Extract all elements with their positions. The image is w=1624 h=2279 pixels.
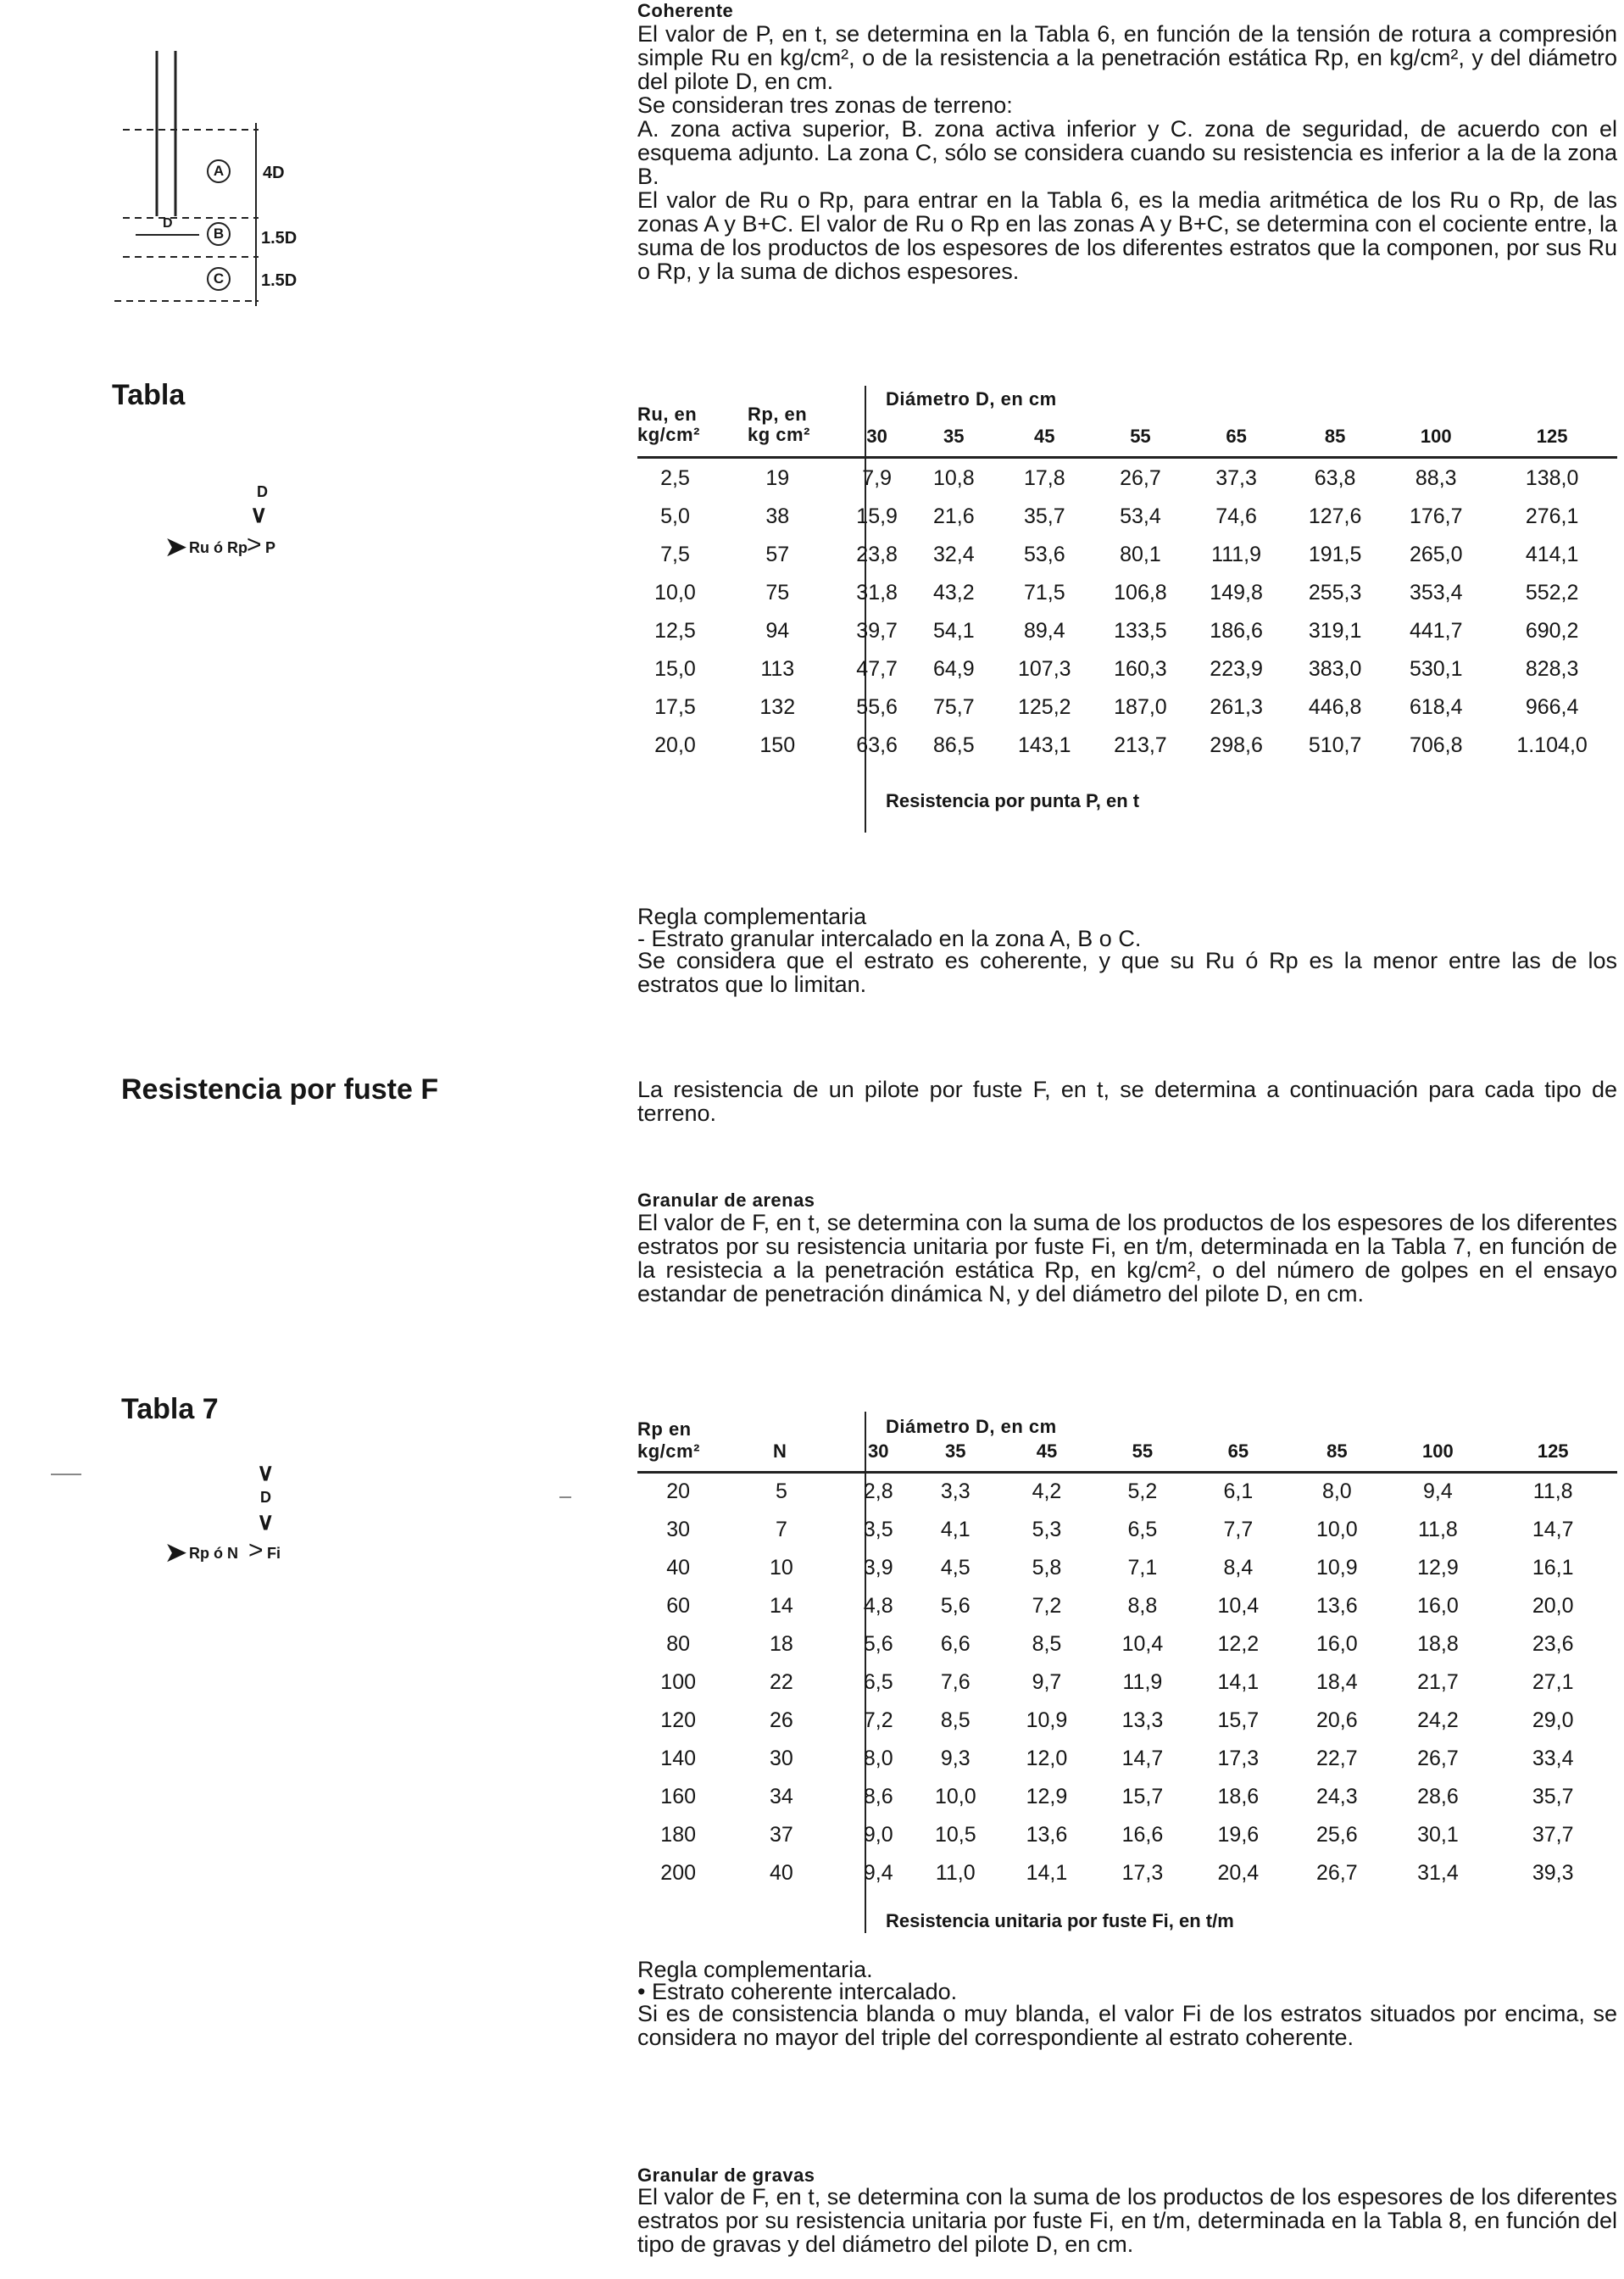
table-cell: 31,4 — [1417, 1861, 1459, 1885]
table-cell: 319,1 — [1308, 619, 1362, 643]
table-cell: 446,8 — [1308, 695, 1362, 719]
table-cell: 37,7 — [1532, 1823, 1574, 1847]
tabla7-group-header: Diámetro D, en cm — [886, 1416, 1057, 1437]
greater-than-icon: > — [247, 531, 262, 559]
table-cell: 265,0 — [1409, 543, 1463, 566]
table-cell: 26,7 — [1417, 1747, 1459, 1770]
table-cell: 7,9 — [862, 466, 893, 490]
table-cell: 57 — [765, 543, 790, 566]
arrow-down-icon: ∨ — [250, 501, 268, 527]
tabla7-flow-diagram — [165, 1458, 318, 1585]
table-cell: 143,1 — [1018, 733, 1071, 757]
tabla6-col2-header-2: kg cm² — [748, 424, 810, 445]
table-cell: 15,0 — [654, 657, 696, 681]
table-cell: 21,6 — [932, 504, 975, 528]
arenas-text: El valor de F, en t, se determina con la suma de los productos de los espesores de los diferentes estratos por su resistencia unitaria por fuste Fi, en t/m, determinada en la Tabla 7, en función de la resistecia a la penetración estática Rp, en kg/cm², o del número de golpes en el ensayo estandar de penetración dinámica N, y del diámetro del pilote D, en cm. — [637, 1210, 1617, 1307]
table-cell: 107,3 — [1018, 657, 1071, 681]
tabla7-row — [637, 1587, 1617, 1625]
margin-dash — [559, 1496, 571, 1498]
table-cell: 11,0 — [935, 1861, 976, 1885]
table-cell: 9,0 — [863, 1823, 893, 1847]
tabla7-row — [637, 1473, 1617, 1511]
table-cell: 4,1 — [940, 1518, 971, 1541]
table-cell: 23,8 — [856, 543, 898, 566]
table-cell: 8,6 — [863, 1785, 893, 1808]
table-cell: 6,5 — [863, 1670, 893, 1694]
table-cell: 111,9 — [1211, 543, 1261, 566]
table-cell: 160,3 — [1114, 657, 1167, 681]
table-cell: 8,8 — [1127, 1594, 1158, 1618]
table-cell: 13,6 — [1315, 1594, 1358, 1618]
table-cell: 690,2 — [1525, 619, 1579, 643]
arrow-down-icon: ∨ — [257, 1508, 275, 1535]
table-cell: 6,6 — [940, 1632, 971, 1656]
table-cell: 7,5 — [660, 543, 690, 566]
table-cell: 186,6 — [1210, 619, 1263, 643]
table-cell: 94 — [765, 619, 790, 643]
table-cell: 39,7 — [856, 619, 898, 643]
table-cell: 132 — [759, 695, 796, 719]
table-cell: 223,9 — [1210, 657, 1263, 681]
tabla6-caption: Resistencia por punta P, en t — [886, 790, 1140, 811]
table-cell: 9,7 — [1032, 1670, 1062, 1694]
flow-output-label: P — [265, 539, 276, 556]
tabla7-caption: Resistencia unitaria por fuste Fi, en t/m — [886, 1910, 1234, 1931]
table-cell: 187,0 — [1114, 695, 1167, 719]
table-cell: 17,5 — [654, 695, 696, 719]
table-cell: 17,3 — [1217, 1747, 1260, 1770]
table-cell: 441,7 — [1409, 619, 1463, 643]
table-cell: 15,9 — [856, 504, 898, 528]
table-cell: 9,3 — [940, 1747, 971, 1770]
table-cell: 176,7 — [1409, 504, 1463, 528]
table-cell: 9,4 — [1423, 1479, 1453, 1503]
flow-d-label: D — [257, 483, 268, 500]
table-cell: 15,7 — [1217, 1708, 1260, 1732]
tabla7-diameter-100: 100 — [1422, 1440, 1454, 1462]
table-cell: 414,1 — [1525, 543, 1579, 566]
table-cell: 20,6 — [1315, 1708, 1358, 1732]
table-cell: 353,4 — [1409, 581, 1463, 605]
tabla6-row — [637, 460, 1617, 498]
tabla6-row — [637, 574, 1617, 612]
table-cell: 4,5 — [940, 1556, 971, 1580]
table-cell: 54,1 — [932, 619, 975, 643]
tabla6-diameter-30: 30 — [866, 426, 887, 447]
table-cell: 14,7 — [1121, 1747, 1164, 1770]
table-cell: 74,6 — [1215, 504, 1257, 528]
table-cell: 26,7 — [1120, 466, 1161, 490]
table-cell: 16,0 — [1417, 1594, 1459, 1618]
tabla7-diameter-row — [637, 1439, 1617, 1464]
table-cell: 5,0 — [660, 504, 690, 528]
table-cell: 113 — [760, 657, 795, 681]
table-cell: 26,7 — [1315, 1861, 1358, 1885]
table-cell: 16,1 — [1532, 1556, 1574, 1580]
table-cell: 100 — [660, 1670, 697, 1694]
table-cell: 88,3 — [1415, 466, 1457, 490]
table-cell: 30,1 — [1417, 1823, 1459, 1847]
table-cell: 31,8 — [856, 581, 898, 605]
table-cell: 35,7 — [1532, 1785, 1574, 1808]
flow-output-label: Fi — [267, 1545, 281, 1562]
regla2-item: • Estrato coherente intercalado. — [637, 1979, 958, 2004]
table-cell: 13,3 — [1121, 1708, 1164, 1732]
table-cell: 13,6 — [1026, 1823, 1068, 1847]
tabla6-row — [637, 612, 1617, 650]
table-cell: 5,2 — [1127, 1479, 1158, 1503]
tabla6-col1-header-1: Ru, en — [637, 404, 698, 425]
table-cell: 8,0 — [863, 1747, 893, 1770]
tabla7-row — [637, 1663, 1617, 1702]
table-cell: 86,5 — [932, 733, 975, 757]
table-cell: 20,4 — [1217, 1861, 1260, 1885]
table-cell: 20,0 — [1532, 1594, 1574, 1618]
table-cell: 10,4 — [1217, 1594, 1260, 1618]
coherente-paragraph-1: El valor de P, en t, se determina en la Tabla 6, en función de la tensión de rotura a compresión simple Ru en kg/cm², o de la resistencia a la penetración estática Rp, en kg/cm², y del diámetro del pilote D, en cm. — [637, 21, 1617, 94]
tabla7-diameter-35: 35 — [945, 1440, 966, 1462]
table-cell: 30 — [666, 1518, 691, 1541]
table-cell: 138,0 — [1525, 466, 1579, 490]
table-cell: 8,5 — [940, 1708, 971, 1732]
table-cell: 5,6 — [940, 1594, 971, 1618]
pile-zone-diagram — [110, 47, 305, 309]
table-cell: 16,0 — [1315, 1632, 1358, 1656]
table-cell: 25,6 — [1315, 1823, 1358, 1847]
tabla7-col2-header: N — [773, 1440, 787, 1462]
table-cell: 14,1 — [1026, 1861, 1068, 1885]
tabla6-row — [637, 727, 1617, 765]
table-cell: 14 — [770, 1594, 793, 1618]
table-cell: 2,8 — [863, 1479, 893, 1503]
tabla6-diameter-row — [637, 424, 1617, 449]
table-cell: 80,1 — [1120, 543, 1161, 566]
table-cell: 4,2 — [1032, 1479, 1062, 1503]
table-cell: 23,6 — [1532, 1632, 1574, 1656]
coherente-paragraph-4: El valor de Ru o Rp, para entrar en la Tabla 6, es la media aritmética de los Ru o Rp, de las zonas A y B+C. El valor de Ru o Rp en las zonas A y B+C, se determina con el cociente entre, la suma de los productos de los espesores de los diferentes estratos que la componen, por sus Ru o Rp, y la suma de dichos espesores. — [637, 187, 1617, 284]
tabla7-col1-header-2: kg/cm² — [637, 1440, 700, 1462]
table-cell: 18 — [770, 1632, 793, 1656]
table-cell: 200 — [660, 1861, 697, 1885]
table-cell: 15,7 — [1121, 1785, 1164, 1808]
tabla6-diameter-55: 55 — [1130, 426, 1151, 447]
arrow-right-icon: ➤ — [165, 533, 187, 561]
table-cell: 7,1 — [1127, 1556, 1158, 1580]
table-cell: 7,2 — [1032, 1594, 1062, 1618]
tabla7-diameter-65: 65 — [1227, 1440, 1249, 1462]
table-cell: 3,9 — [863, 1556, 893, 1580]
coherente-paragraph-3: A. zona activa superior, B. zona activa inferior y C. zona de seguridad, de acuerdo con el esquema adjunto. La zona C, sólo se considera cuando su resistencia es inferior a la de la zona B. — [637, 116, 1617, 189]
table-cell: 160 — [660, 1785, 697, 1808]
table-cell: 24,3 — [1315, 1785, 1358, 1808]
tabla6-row — [637, 536, 1617, 574]
table-cell: 19,6 — [1217, 1823, 1260, 1847]
regla2-text: Si es de consistencia blanda o muy blanda, el valor Fi de los estratos situados por encima, se considera no mayor del triple del correspondiente al estrato coherente. — [637, 2001, 1617, 2050]
tabla6-flow-diagram — [165, 483, 318, 568]
tabla7-row — [637, 1778, 1617, 1816]
table-cell: 149,8 — [1210, 581, 1263, 605]
table-cell: 12,9 — [1026, 1785, 1068, 1808]
table-cell: 60 — [666, 1594, 691, 1618]
table-cell: 120 — [660, 1708, 697, 1732]
table-cell: 180 — [660, 1823, 697, 1847]
table-cell: 53,4 — [1120, 504, 1161, 528]
tabla6-diameter-100: 100 — [1420, 426, 1452, 447]
table-cell: 38 — [765, 504, 790, 528]
tabla7-row — [637, 1740, 1617, 1778]
table-cell: 276,1 — [1525, 504, 1579, 528]
table-cell: 3,5 — [863, 1518, 893, 1541]
tabla6-row — [637, 688, 1617, 727]
tabla6-group-header: Diámetro D, en cm — [886, 388, 1057, 410]
table-cell: 53,6 — [1023, 543, 1065, 566]
tabla6-diameter-35: 35 — [943, 426, 965, 447]
table-cell: 2,5 — [660, 466, 690, 490]
tabla6-row — [637, 650, 1617, 688]
tabla6-side-title: Tabla — [112, 379, 186, 411]
table-cell: 12,5 — [654, 619, 696, 643]
tabla7-row — [637, 1549, 1617, 1587]
table-cell: 12,0 — [1026, 1747, 1068, 1770]
table-cell: 106,8 — [1114, 581, 1167, 605]
table-cell: 5,3 — [1032, 1518, 1062, 1541]
table-cell: 706,8 — [1409, 733, 1463, 757]
table-cell: 80 — [666, 1632, 691, 1656]
table-cell: 18,8 — [1417, 1632, 1459, 1656]
zone-a-label: A — [207, 159, 231, 183]
table-cell: 4,8 — [863, 1594, 893, 1618]
tabla7-diameter-125: 125 — [1537, 1440, 1569, 1462]
table-cell: 75,7 — [932, 695, 975, 719]
table-cell: 27,1 — [1532, 1670, 1574, 1694]
table-cell: 33,4 — [1532, 1747, 1574, 1770]
regla1-title: Regla complementaria — [637, 904, 867, 929]
table-cell: 32,4 — [932, 543, 975, 566]
table-cell: 35,7 — [1023, 504, 1065, 528]
table-cell: 7,7 — [1223, 1518, 1254, 1541]
diameter-d-label: D — [163, 216, 173, 231]
table-cell: 20,0 — [654, 733, 696, 757]
table-cell: 47,7 — [856, 657, 898, 681]
table-cell: 618,4 — [1409, 695, 1463, 719]
table-cell: 14,7 — [1532, 1518, 1574, 1541]
tabla7-row — [637, 1854, 1617, 1892]
tabla7-row — [637, 1816, 1617, 1854]
table-cell: 10,0 — [654, 581, 696, 605]
table-cell: 5,6 — [863, 1632, 893, 1656]
table-cell: 510,7 — [1308, 733, 1362, 757]
table-cell: 28,6 — [1417, 1785, 1459, 1808]
table-cell: 30 — [770, 1747, 793, 1770]
table-cell: 20 — [666, 1479, 691, 1503]
table-cell: 5 — [775, 1479, 787, 1503]
table-cell: 12,9 — [1417, 1556, 1459, 1580]
table-cell: 383,0 — [1308, 657, 1362, 681]
tabla6-diameter-45: 45 — [1034, 426, 1055, 447]
table-cell: 89,4 — [1023, 619, 1065, 643]
flow-d-label: D — [260, 1489, 271, 1506]
table-cell: 127,6 — [1308, 504, 1362, 528]
table-cell: 29,0 — [1532, 1708, 1574, 1732]
tabla7-diameter-55: 55 — [1132, 1440, 1154, 1462]
table-cell: 6,5 — [1127, 1518, 1158, 1541]
table-cell: 255,3 — [1308, 581, 1362, 605]
table-cell: 17,3 — [1121, 1861, 1164, 1885]
tabla6-diameter-125: 125 — [1536, 426, 1568, 447]
table-cell: 125,2 — [1018, 695, 1071, 719]
table-cell: 37,3 — [1215, 466, 1257, 490]
table-cell: 11,8 — [1418, 1518, 1458, 1541]
table-cell: 9,4 — [863, 1861, 893, 1885]
tabla6-row — [637, 498, 1617, 536]
table-cell: 133,5 — [1114, 619, 1167, 643]
table-cell: 22,7 — [1315, 1747, 1358, 1770]
regla2-title: Regla complementaria. — [637, 1957, 873, 1982]
fuste-side-title: Resistencia por fuste F — [121, 1073, 439, 1106]
table-cell: 22 — [770, 1670, 793, 1694]
table-cell: 71,5 — [1023, 581, 1065, 605]
table-cell: 18,4 — [1315, 1670, 1358, 1694]
dim-15d-b: 1.5D — [261, 229, 298, 248]
tabla7-diameter-30: 30 — [867, 1440, 889, 1462]
arenas-heading: Granular de arenas — [637, 1190, 815, 1211]
table-cell: 11,9 — [1122, 1670, 1163, 1694]
tabla7-col1-header-1: Rp en — [637, 1418, 692, 1440]
table-cell: 261,3 — [1210, 695, 1263, 719]
table-cell: 37 — [770, 1823, 793, 1847]
regla1-text: Se considera que el estrato es coherente, y que su Ru ó Rp es la menor entre las de los estratos que lo limitan. — [637, 948, 1617, 997]
table-cell: 150 — [759, 733, 796, 757]
fuste-text: La resistencia de un pilote por fuste F, en t, se determina a continuación para cada tipo de terreno. — [637, 1077, 1617, 1126]
table-cell: 1.104,0 — [1516, 733, 1588, 757]
table-cell: 8,0 — [1321, 1479, 1352, 1503]
table-cell: 64,9 — [932, 657, 975, 681]
table-cell: 7,6 — [940, 1670, 971, 1694]
coherente-paragraph-2: Se consideran tres zonas de terreno: — [637, 92, 1013, 118]
table-cell: 17,8 — [1023, 466, 1065, 490]
table-cell: 55,6 — [856, 695, 898, 719]
tabla6-col2-header-1: Rp, en — [748, 404, 808, 425]
table-cell: 40 — [770, 1861, 793, 1885]
table-cell: 18,6 — [1217, 1785, 1260, 1808]
table-cell: 24,2 — [1417, 1708, 1459, 1732]
tabla6-diameter-65: 65 — [1226, 426, 1247, 447]
table-cell: 966,4 — [1525, 695, 1579, 719]
gravas-text: El valor de F, en t, se determina con la suma de los productos de los espesores de los diferentes estratos por su resistencia unitaria por fuste Fi, en t/m, determinada en la Tabla 8, en función del tipo de gravas y del diámetro del pilote D, en cm. — [637, 2184, 1617, 2257]
table-cell: 5,8 — [1032, 1556, 1062, 1580]
table-cell: 8,5 — [1032, 1632, 1062, 1656]
table-cell: 10,0 — [1315, 1518, 1358, 1541]
table-cell: 40 — [666, 1556, 691, 1580]
table-cell: 16,6 — [1121, 1823, 1164, 1847]
table-cell: 10 — [770, 1556, 793, 1580]
tabla6-diameter-85: 85 — [1324, 426, 1346, 447]
table-cell: 39,3 — [1532, 1861, 1574, 1885]
table-cell: 10,4 — [1121, 1632, 1164, 1656]
table-cell: 63,8 — [1314, 466, 1356, 490]
table-cell: 828,3 — [1525, 657, 1579, 681]
table-cell: 26 — [770, 1708, 793, 1732]
table-cell: 140 — [660, 1747, 697, 1770]
table-cell: 298,6 — [1210, 733, 1263, 757]
table-cell: 7,2 — [863, 1708, 893, 1732]
flow-input-label: Ru ó Rp — [189, 539, 247, 556]
table-cell: 6,1 — [1223, 1479, 1254, 1503]
table-cell: 10,8 — [932, 466, 975, 490]
table-cell: 75 — [765, 581, 790, 605]
zone-b-label: B — [207, 222, 231, 246]
table-cell: 213,7 — [1114, 733, 1167, 757]
table-cell: 34 — [770, 1785, 793, 1808]
table-cell: 43,2 — [932, 581, 975, 605]
arrow-down-icon: ∨ — [257, 1459, 275, 1485]
tabla7-side-title: Tabla 7 — [121, 1393, 219, 1425]
table-cell: 552,2 — [1525, 581, 1579, 605]
greater-than-icon: > — [248, 1536, 264, 1564]
zone-c-label: C — [207, 267, 231, 291]
table-cell: 8,4 — [1223, 1556, 1254, 1580]
table-cell: 10,5 — [934, 1823, 976, 1847]
dim-15d-c: 1.5D — [261, 271, 298, 290]
table-cell: 10,9 — [1026, 1708, 1068, 1732]
table-cell: 11,8 — [1532, 1479, 1573, 1503]
flow-input-label: Rp ó N — [189, 1545, 238, 1562]
regla1-item: - Estrato granular intercalado en la zona A, B o C. — [637, 926, 1142, 951]
tabla7-diameter-85: 85 — [1326, 1440, 1348, 1462]
dim-4d: 4D — [263, 164, 285, 182]
tabla7-row — [637, 1625, 1617, 1663]
table-cell: 12,2 — [1217, 1632, 1260, 1656]
arrow-right-icon: ➤ — [165, 1539, 187, 1567]
tabla7-diameter-45: 45 — [1036, 1440, 1058, 1462]
gravas-heading: Granular de gravas — [637, 2165, 815, 2186]
table-cell: 3,3 — [940, 1479, 971, 1503]
table-cell: 7 — [775, 1518, 787, 1541]
table-cell: 530,1 — [1409, 657, 1463, 681]
table-cell: 14,1 — [1217, 1670, 1260, 1694]
table-cell: 10,0 — [934, 1785, 976, 1808]
table-cell: 63,6 — [856, 733, 898, 757]
tabla7-table — [637, 1439, 1617, 1892]
section-heading-coherente: Coherente — [637, 0, 734, 21]
tabla7-row — [637, 1702, 1617, 1740]
table-cell: 191,5 — [1308, 543, 1362, 566]
table-cell: 10,9 — [1315, 1556, 1358, 1580]
margin-dash — [51, 1474, 81, 1475]
tabla6-table — [637, 424, 1617, 765]
table-cell: 21,7 — [1417, 1670, 1459, 1694]
tabla7-row — [637, 1511, 1617, 1549]
tabla6-col1-header-2: kg/cm² — [637, 424, 700, 445]
table-cell: 19 — [765, 466, 790, 490]
